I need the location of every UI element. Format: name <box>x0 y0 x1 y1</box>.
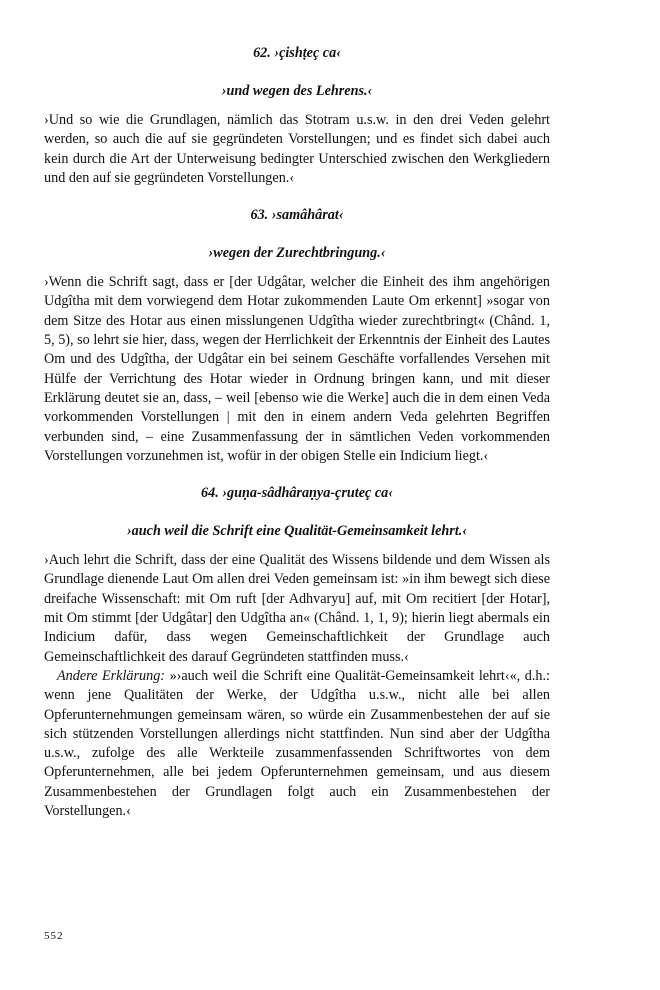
sutra-64-section <box>44 484 550 821</box>
sutra-63-heading: 63. ›samâhârat‹ <box>250 207 344 224</box>
page-number: 552 <box>44 930 64 942</box>
sutra-63-commentary: ›Wenn die Schrift sagt, dass er [der Udgâtar, welcher die Einheit des ihm angehörigen Udgîtha mit dem vorwiegend dem Hotar zukommenden Laute Om erkennt] »sogar von dem Sitze des Hotar aus einen misslungenen Udgîtha wieder zurechtbringt« (Chând. 1, 5, 5), so lehrt sie hier, dass, wegen der Herrlichkeit der Erkenntnis der Einheit des Lautes Om und des Udgîtha, der Udgâtar ein bei seinem Geschäfte vorfallendes Versehen mit Hülfe der Verrichtung des Hotar wieder in Ordnung bringen kann, und mit dieser Erklärung deutet sie an, dass, – weil [ebenso wie die Werke] auch die in dem einen Veda vorkommenden Vorstellungen | mit den in einem andern Veda gelehrten Begriffen verbunden sind, – eine Zusammenfassung der in sämtlichen Veden vorkommenden Vorstellungen vorzunehmen ist, wofür in der obigen Stelle ein Indicium liegt.‹ <box>44 274 550 464</box>
alternative-explanation-text: »›auch weil die Schrift eine Qualität-Gemeinsamkeit lehrt‹«, d.h.: wenn jene Qualitäten der Werke, der Udgîtha u.s.w., nicht alle bei allen Opferunternehmungen gemeinsam wären, so würde ein Zusammenbestehen der auf sie sich stützenden Vorstellungen allerdings nicht stattfinden. Nun sind aber der Udgîtha u.s.w., zufolge des alle Werkteile zusammenfassenden Schriftwortes von dem Opferunternehmen, alle bei jedem Opferunternehmen gemeinsam, und aus diesem Zusammenbestehen der Grundlagen folgt auch ein Zusammenbestehen der Vorstellungen.‹ <box>44 667 550 820</box>
sutra-62-translation: ›und wegen des Lehrens.‹ <box>221 83 373 99</box>
page-content <box>44 44 550 821</box>
sutra-64-heading: 64. ›guṇa-sâdhâraṇya-çruteç ca‹ <box>201 485 393 502</box>
sutra-64-commentary: ›Auch lehrt die Schrift, dass der eine Qualität des Wissens bildende und dem Wissen als Grundlage dienende Laut Om allen drei Veden gemeinsam ist: »in ihm bewegt sich diese dreifache Wissenschaft: mit Om ruft [der Adhvaryu] auf, mit Om recitiert [der Hotar], mit Om stimmt [der Udgâtar] den Udgîtha an« (Chând. 1, 1, 9); hierin liegt abermals ein Indicium dafür, dass wegen Gemeinschaftlichkeit der Grundlage auch Gemeinschaftlichkeit des darauf Gegründeten stattfinden muss.‹ <box>44 552 550 665</box>
alternative-explanation-label: Andere Erklärung: <box>57 667 166 684</box>
sutra-62-commentary: ›Und so wie die Grundlagen, nämlich das Stotram u.s.w. in den drei Veden gelehrt werden, so auch die auf sie gegründeten Vorstellungen; und es findet sich dabei auch kein durch die Art der Unterweisung bedingter Unterschied zwischen den Werkgliedern und den auf sie gegründeten Vorstellungen.‹ <box>44 112 550 186</box>
sutra-63-section <box>44 206 550 466</box>
sutra-64-alternative-commentary <box>44 667 550 821</box>
sutra-62-section <box>44 44 550 188</box>
sutra-64-translation: ›auch weil die Schrift eine Qualität-Gemeinsamkeit lehrt.‹ <box>126 523 468 540</box>
sutra-63-translation: ›wegen der Zurechtbringung.‹ <box>208 245 386 262</box>
sutra-62-heading: 62. ›çishṭeç ca‹ <box>253 45 341 61</box>
